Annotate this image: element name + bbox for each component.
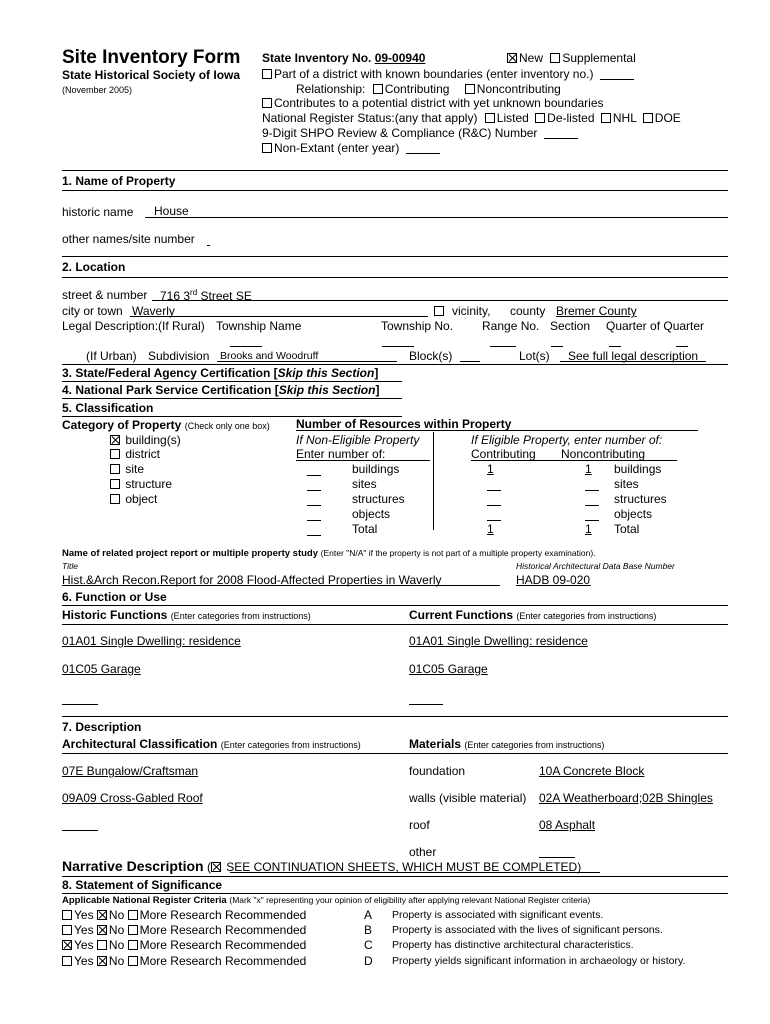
column-divider (433, 432, 434, 530)
criteria-description: Property is associated with the lives of significant persons. (392, 924, 663, 936)
county-label: county (510, 304, 546, 318)
criteria-letter: C (364, 938, 373, 952)
divider (62, 381, 402, 382)
district-checkbox[interactable] (110, 449, 120, 459)
historic-name-line (145, 217, 728, 218)
supplemental-label: Supplemental (562, 51, 636, 65)
materials-label: Materials (409, 737, 462, 751)
contrib-structures-field[interactable] (487, 505, 501, 506)
shpo-label: 9-Digit SHPO Review & Compliance (R&C) Number (262, 126, 538, 140)
arch-class-item[interactable]: 07E Bungalow/Craftsman (62, 764, 199, 778)
current-function-item[interactable]: 01C05 Garage (409, 662, 488, 676)
yes-label: Yes (74, 954, 94, 968)
lots-label: Lot(s) (519, 349, 550, 363)
historic-function-field[interactable] (62, 704, 98, 705)
type-label: Total (352, 522, 378, 536)
noncontributing-checkbox[interactable] (465, 84, 475, 94)
yes-label: Yes (74, 923, 94, 937)
section-3-heading (62, 367, 378, 379)
street-value[interactable] (160, 289, 252, 302)
contributing-checkbox[interactable] (373, 84, 383, 94)
range-no-field[interactable] (490, 346, 516, 347)
criteria-letter: A (364, 908, 373, 922)
nonextant-row (262, 142, 440, 154)
materials-note: (Enter categories from instructions) (464, 740, 605, 750)
section-7-heading: 7. Description (62, 720, 142, 734)
relationship-label: Relationship: (296, 82, 366, 96)
ne-buildings-field[interactable] (307, 475, 321, 476)
nr-status-row (262, 112, 681, 124)
more-research-label: More Research Recommended (139, 954, 307, 968)
no-checkbox[interactable] (97, 940, 107, 950)
section-3-title: 3. State/Federal Agency Certification [ (62, 366, 278, 380)
enter-number-underline (296, 460, 430, 461)
potential-district-checkbox[interactable] (262, 98, 272, 108)
vicinity-row (434, 305, 490, 317)
category-district[interactable] (110, 448, 160, 460)
delisted-checkbox[interactable] (535, 113, 545, 123)
legal-description-label: Legal Description:(If Rural) (62, 319, 205, 333)
form-title: Site Inventory Form (62, 47, 241, 68)
street-ordinal: rd (190, 288, 198, 297)
category-object[interactable] (110, 493, 157, 505)
eligible-underline (471, 460, 677, 461)
site-checkbox[interactable] (110, 464, 120, 474)
category-heading (62, 419, 270, 431)
new-supplemental (507, 52, 636, 64)
yes-label: Yes (74, 908, 94, 922)
type-label: Total (614, 522, 640, 536)
divider (62, 753, 728, 754)
contrib-objects-field[interactable] (487, 520, 501, 521)
structure-checkbox[interactable] (110, 479, 120, 489)
criteria-note: (Mark "x" representing your opinion of eligibility after applying relevant National Register criteria) (229, 895, 591, 905)
contrib-total-value[interactable]: 1 (487, 522, 494, 536)
type-label: objects (352, 507, 391, 521)
arch-class-label: Architectural Classification (62, 737, 218, 751)
township-name-label: Township Name (216, 319, 302, 333)
arch-class-heading (62, 738, 361, 750)
inventory-label: State Inventory No. (262, 51, 372, 65)
org-name: State Historical Society of Iowa (62, 68, 241, 82)
yes-checkbox[interactable] (62, 910, 72, 920)
related-study-note: (Enter "N/A" if the property is not part of a multiple property examination). (320, 548, 596, 558)
divider (62, 893, 728, 894)
potential-district-row (262, 97, 604, 109)
category-site[interactable] (110, 463, 144, 475)
other-material-label: other (409, 845, 437, 859)
inventory-number: 09-00940 (374, 51, 426, 65)
criteria-letter: B (364, 923, 373, 937)
other-names-field[interactable] (207, 245, 210, 246)
foundation-value[interactable]: 10A Concrete Block (539, 764, 645, 778)
ne-structures-field[interactable] (307, 505, 321, 506)
more-research-checkbox[interactable] (128, 925, 138, 935)
criteria-description: Property is associated with significant events. (392, 909, 604, 921)
category-label: district (125, 447, 161, 461)
no-checkbox[interactable] (97, 956, 107, 966)
criteria-description: Property yields significant information in archaeology or history. (392, 955, 686, 967)
type-label: sites (614, 477, 639, 491)
section-2-heading: 2. Location (62, 260, 126, 274)
contributing-label: Contributing (384, 82, 450, 96)
nonextant-year-field[interactable] (406, 143, 440, 154)
inventory-number-row (262, 52, 425, 64)
street-label: street & number (62, 288, 148, 302)
category-label: building(s) (125, 433, 181, 447)
resources-heading-underline (296, 430, 698, 431)
yes-label: Yes (74, 938, 94, 952)
enter-number-label: Enter number of: (296, 447, 386, 461)
section-3-skip: Skip this Section (277, 366, 375, 380)
nhl-checkbox[interactable] (601, 113, 611, 123)
vicinity-checkbox[interactable] (434, 306, 444, 316)
object-checkbox[interactable] (110, 494, 120, 504)
more-research-checkbox[interactable] (128, 910, 138, 920)
title-label: Title (62, 561, 78, 571)
hadb-value[interactable]: HADB 09-020 (516, 573, 591, 587)
eligible-label: If Eligible Property, enter number of: (471, 433, 663, 447)
related-study-row (62, 549, 596, 559)
type-label: structures (352, 492, 405, 506)
arch-class-field[interactable] (62, 830, 98, 831)
quarter-quarter-field[interactable] (676, 346, 688, 347)
other-material-field[interactable] (539, 857, 575, 858)
more-research-checkbox[interactable] (128, 940, 138, 950)
listed-checkbox[interactable] (485, 113, 495, 123)
roof-value[interactable]: 08 Asphalt (539, 818, 596, 832)
ne-objects-field[interactable] (307, 520, 321, 521)
criteria-letter: D (364, 954, 373, 968)
new-label: New (519, 51, 544, 65)
city-value[interactable]: Waverly (132, 304, 175, 318)
delisted-label: De-listed (547, 111, 595, 125)
divider (62, 605, 728, 606)
type-label: objects (614, 507, 653, 521)
doe-label: DOE (654, 111, 681, 125)
roof-label: roof (409, 818, 430, 832)
relationship-row (296, 83, 561, 95)
contrib-buildings-value[interactable]: 1 (487, 462, 494, 476)
section-5-heading: 5. Classification (62, 401, 154, 415)
section-4-skip: Skip this Section (278, 383, 376, 397)
form-date: (November 2005) (62, 85, 133, 95)
urban-label: (If Urban) (86, 349, 137, 363)
nhl-label: NHL (612, 111, 637, 125)
county-value[interactable]: Bremer County (556, 304, 637, 318)
title-value[interactable]: Hist.&Arch Recon.Report for 2008 Flood-Affected Properties in Waverly (62, 573, 442, 587)
section-4-bracket: ] (375, 383, 380, 397)
no-label: No (108, 908, 125, 922)
no-checkbox[interactable] (97, 910, 107, 920)
subdivision-label: Subdivision (148, 349, 210, 363)
historic-functions-heading (62, 609, 311, 621)
listed-label: Listed (496, 111, 529, 125)
other-names-label: other names/site number (62, 232, 195, 246)
divider (62, 876, 728, 877)
current-functions-note: (Enter categories from instructions) (516, 611, 657, 621)
new-checkbox[interactable] (507, 53, 517, 63)
noncontrib-total-value[interactable]: 1 (585, 522, 592, 536)
more-research-checkbox[interactable] (128, 956, 138, 966)
lots-value[interactable]: See full legal description (568, 349, 699, 363)
subdivision-value[interactable]: Brooks and Woodruff (220, 350, 319, 362)
section-4-heading (62, 384, 379, 396)
no-label: No (108, 938, 125, 952)
noncontrib-buildings-value[interactable]: 1 (585, 462, 592, 476)
arch-class-note: (Enter categories from instructions) (220, 740, 361, 750)
more-research-label: More Research Recommended (139, 908, 307, 922)
criteria-row-a (62, 909, 306, 921)
historic-function-item[interactable]: 01C05 Garage (62, 662, 141, 676)
section-label: Section (550, 319, 591, 333)
category-label: object (125, 492, 158, 506)
contrib-sites-field[interactable] (487, 490, 501, 491)
no-checkbox[interactable] (97, 925, 107, 935)
potential-district-label: Contributes to a potential district with yet unknown boundaries (274, 96, 604, 110)
ne-total-field[interactable] (307, 535, 321, 536)
historic-functions-label: Historic Functions (62, 608, 168, 622)
current-function-field[interactable] (409, 704, 443, 705)
district-inventory-field[interactable] (600, 69, 634, 80)
criteria-description: Property has distinctive architectural characteristics. (392, 939, 634, 951)
narrative-note: SEE CONTINUATION SHEETS, WHICH MUST BE COMPLETED) (226, 860, 582, 874)
divider (62, 190, 728, 191)
divider (62, 364, 728, 365)
type-label: buildings (352, 462, 400, 476)
contributing-col-label: Contributing (471, 447, 536, 461)
noncontrib-sites-field[interactable] (585, 490, 599, 491)
yes-checkbox[interactable] (62, 925, 72, 935)
category-structure[interactable] (110, 478, 172, 490)
narrative-underline (230, 872, 600, 873)
divider (62, 170, 728, 171)
divider (62, 716, 728, 717)
criteria-row-b (62, 924, 306, 936)
doe-checkbox[interactable] (643, 113, 653, 123)
noncontrib-structures-field[interactable] (585, 505, 599, 506)
quarter-field[interactable] (609, 346, 621, 347)
city-label: city or town (62, 304, 123, 318)
type-label: buildings (614, 462, 662, 476)
divider (62, 256, 728, 257)
resources-heading: Number of Resources within Property (296, 417, 512, 431)
section-3-bracket: ] (374, 366, 379, 380)
street-number: 716 3 (160, 289, 191, 303)
historic-name-value[interactable]: House (154, 204, 189, 218)
category-note: (Check only one box) (184, 421, 270, 431)
more-research-label: More Research Recommended (139, 938, 307, 952)
range-no-label: Range No. (482, 319, 540, 333)
vicinity-label: vicinity, (452, 304, 491, 318)
building-checkbox[interactable] (110, 435, 120, 445)
walls-label: walls (visible material) (409, 791, 527, 805)
shpo-field[interactable] (544, 128, 578, 139)
nonextant-label: Non-Extant (enter year) (274, 141, 400, 155)
noncontrib-objects-field[interactable] (585, 520, 599, 521)
current-functions-label: Current Functions (409, 608, 513, 622)
section-6-heading: 6. Function or Use (62, 590, 167, 604)
narrative-checkbox[interactable] (211, 862, 221, 872)
current-functions-heading (409, 609, 656, 621)
part-district-checkbox[interactable] (262, 69, 272, 79)
section-4-title: 4. National Park Service Certification [ (62, 383, 279, 397)
category-label: structure (125, 477, 173, 491)
noncontributing-col-label: Noncontributing (561, 447, 646, 461)
category-building[interactable] (110, 434, 181, 446)
no-label: No (108, 923, 125, 937)
no-label: No (108, 954, 125, 968)
non-eligible-label: If Non-Eligible Property (296, 433, 420, 447)
blocks-field[interactable] (460, 361, 480, 362)
type-label: sites (352, 477, 377, 491)
quarter-of-quarter-label: Quarter of Quarter (606, 319, 705, 333)
section-8-heading: 8. Statement of Significance (62, 878, 223, 892)
criteria-row-d (62, 955, 306, 967)
nonextant-checkbox[interactable] (262, 143, 272, 153)
historic-function-item[interactable]: 01A01 Single Dwelling: residence (62, 634, 241, 648)
historic-functions-note: (Enter categories from instructions) (170, 611, 311, 621)
township-no-field[interactable] (382, 346, 414, 347)
arch-class-item[interactable]: 09A09 Cross-Gabled Roof (62, 791, 203, 805)
part-district-row (262, 68, 634, 80)
township-name-field[interactable] (230, 346, 262, 347)
part-district-label: Part of a district with known boundaries (enter inventory no.) (274, 67, 594, 81)
category-label: Category of Property (62, 418, 182, 432)
hadb-label: Historical Architectural Data Base Number (516, 561, 675, 571)
historic-name-label: historic name (62, 205, 134, 219)
nr-status-label: National Register Status:(any that apply) (262, 111, 478, 125)
divider (62, 624, 728, 625)
foundation-label: foundation (409, 764, 466, 778)
criteria-heading (62, 896, 590, 906)
yes-checkbox[interactable] (62, 956, 72, 966)
criteria-label: Applicable National Register Criteria (62, 895, 227, 906)
materials-heading (409, 738, 604, 750)
current-function-item[interactable]: 01A01 Single Dwelling: residence (409, 634, 588, 648)
category-label: site (125, 462, 145, 476)
walls-value[interactable]: 02A Weatherboard;02B Shingles (539, 791, 713, 805)
criteria-row-c (62, 939, 306, 951)
divider (62, 398, 402, 399)
supplemental-checkbox[interactable] (550, 53, 560, 63)
noncontributing-label: Noncontributing (476, 82, 561, 96)
section-1-heading: 1. Name of Property (62, 174, 176, 188)
more-research-label: More Research Recommended (139, 923, 307, 937)
related-study-label: Name of related project report or multiple property study (62, 548, 319, 559)
shpo-row (262, 127, 578, 139)
narrative-label: Narrative Description (62, 858, 204, 874)
narrative-row: Narrative Description ( SEE CONTINUATION SHEETS, WHICH MUST BE COMPLETED) (62, 858, 582, 874)
yes-checkbox[interactable] (62, 940, 72, 950)
blocks-label: Block(s) (409, 349, 453, 363)
street-name: Street SE (197, 289, 252, 303)
section-field[interactable] (551, 346, 563, 347)
township-no-label: Township No. (381, 319, 454, 333)
ne-sites-field[interactable] (307, 490, 321, 491)
divider (62, 277, 728, 278)
type-label: structures (614, 492, 667, 506)
